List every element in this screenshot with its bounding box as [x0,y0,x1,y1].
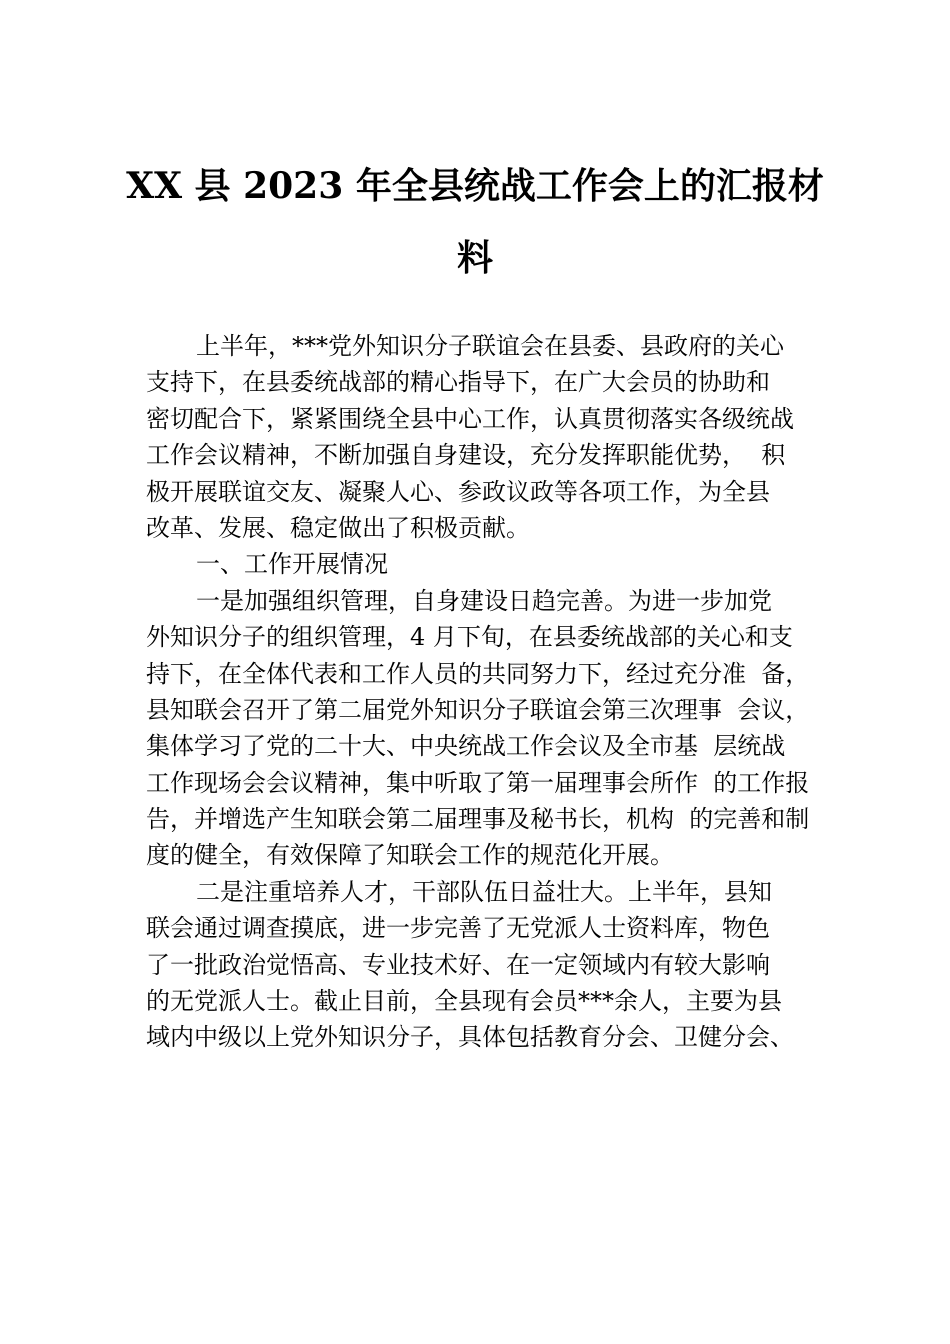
paragraph-line: 联会通过调查摸底，进一步完善了无党派人士资料库，物色 [146,914,770,943]
paragraph-line: 持下，在全体代表和工作人员的共同努力下，经过充分准 备， [146,659,810,688]
paragraph-line: 一是加强组织管理，自身建设日趋完善。为进一步加党 [196,586,772,615]
paragraph-line: 域内中级以上党外知识分子，具体包括教育分会、卫健分会、 [146,1023,794,1052]
paragraph-line: 集体学习了党的二十大、中央统战工作会议及全市基 层统战 [146,732,786,761]
title-line: XX 县 2023 年全县统战工作会上的汇报材 [126,165,824,207]
paragraph-line: 工作会议精神，不断加强自身建设，充分发挥职能优势， 积 [146,441,786,470]
paragraph-line: 极开展联谊交友、凝聚人心、参政议政等各项工作，为全县 [146,477,770,506]
paragraph-line: 县知联会召开了第二届党外知识分子联谊会第三次理事 会议， [146,695,810,724]
title-line: 料 [456,237,493,279]
paragraph-line: 的无党派人士。截止目前，全县现有会员***余人，主要为县 [146,987,782,1016]
paragraph-line: 上半年，***党外知识分子联谊会在县委、县政府的关心 [196,332,784,360]
paragraph-line: 外知识分子的组织管理，4 月下旬，在县委统战部的关心和支 [146,623,793,652]
paragraph-line: 了一批政治觉悟高、专业技术好、在一定领域内有较大影响 [146,950,770,979]
paragraph-line: 二是注重培养人才，干部队伍日益壮大。上半年，县知 [196,877,772,906]
paragraph-line: 改革、发展、稳定做出了积极贡献。 [146,513,530,542]
paragraph-line: 度的健全，有效保障了知联会工作的规范化开展。 [146,841,674,870]
paragraph-line: 支持下，在县委统战部的精心指导下，在广大会员的协助和 [146,368,770,397]
document-title [0,150,950,294]
document-body [146,328,846,1056]
paragraph-line: 密切配合下，紧紧围绕全县中心工作，认真贯彻落实各级统战 [146,404,794,433]
paragraph-line: 告，并增选产生知联会第二届理事及秘书长，机构 的完善和制 [146,805,810,834]
paragraph-line: 工作现场会会议精神，集中听取了第一届理事会所作 的工作报 [146,768,810,797]
section-heading: 一、工作开展情况 [196,550,388,579]
